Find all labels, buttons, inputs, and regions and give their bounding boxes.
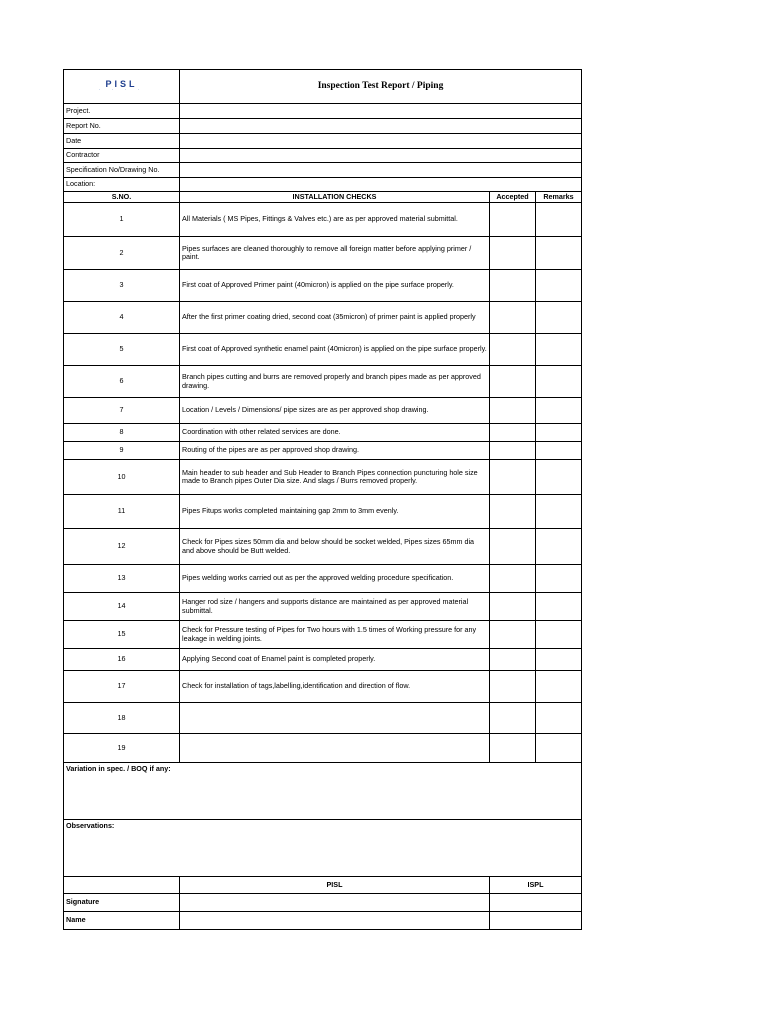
check-row [64,334,582,366]
signoff-ispl-field[interactable] [490,912,582,930]
signoff-pisl-field[interactable] [180,894,490,912]
accepted-cell[interactable] [490,424,536,442]
check-row [64,621,582,649]
check-number: 4 [64,302,180,334]
check-number: 1 [64,203,180,237]
signoff-corner [64,877,180,894]
signoff-ispl-field[interactable] [490,894,582,912]
check-row [64,424,582,442]
info-field-label: Report No. [64,119,180,134]
check-row [64,671,582,703]
check-description: After the first primer coating dried, second coat (35micron) of primer paint is applied properly [180,302,490,334]
remarks-cell[interactable] [536,442,582,460]
check-row [64,495,582,529]
remarks-cell[interactable] [536,565,582,593]
remarks-cell[interactable] [536,649,582,671]
check-number: 19 [64,734,180,763]
check-row [64,529,582,565]
accepted-cell[interactable] [490,442,536,460]
info-row [64,119,582,134]
check-description: Coordination with other related services are done. [180,424,490,442]
remarks-cell[interactable] [536,703,582,734]
check-number: 15 [64,621,180,649]
inspection-report-sheet [63,69,581,930]
check-number: 9 [64,442,180,460]
check-description: Branch pipes cutting and burrs are removed properly and branch pipes made as per approved drawing. [180,366,490,398]
check-number: 13 [64,565,180,593]
remarks-cell[interactable] [536,621,582,649]
check-number: 14 [64,593,180,621]
check-number: 16 [64,649,180,671]
check-row [64,442,582,460]
remarks-cell[interactable] [536,529,582,565]
accepted-cell[interactable] [490,302,536,334]
signoff-pisl-header: PISL [180,877,490,894]
check-description: Hanger rod size / hangers and supports distance are maintained as per approved material submittal. [180,593,490,621]
info-row [64,134,582,149]
signoff-pisl-field[interactable] [180,912,490,930]
signoff-row [64,912,582,930]
logo-dots-icon: · · · · [98,87,145,94]
check-description: First coat of Approved Primer paint (40micron) is applied on the pipe surface properly. [180,270,490,302]
info-field-value[interactable] [180,134,582,149]
check-description [180,734,490,763]
signoff-row [64,894,582,912]
remarks-cell[interactable] [536,734,582,763]
remarks-cell[interactable] [536,366,582,398]
check-row [64,593,582,621]
check-row [64,734,582,763]
installation-checks-header: INSTALLATION CHECKS [180,192,490,203]
info-field-value[interactable] [180,178,582,192]
remarks-cell[interactable] [536,270,582,302]
check-description: Applying Second coat of Enamel paint is completed properly. [180,649,490,671]
signoff-ispl-header: ISPL [490,877,582,894]
check-row [64,703,582,734]
check-number: 2 [64,237,180,270]
check-number: 17 [64,671,180,703]
remarks-cell[interactable] [536,398,582,424]
company-logo: PISL [105,78,138,89]
accepted-cell[interactable] [490,366,536,398]
check-description: First coat of Approved synthetic enamel paint (40micron) is applied on the pipe surface properly. [180,334,490,366]
check-description: Pipes welding works carried out as per the approved welding procedure specification. [180,565,490,593]
variation-label: Variation in spec. / BOQ if any: [64,763,582,820]
check-row [64,366,582,398]
check-row [64,398,582,424]
remarks-cell[interactable] [536,460,582,495]
info-field-label: Date [64,134,180,149]
accepted-cell[interactable] [490,460,536,495]
check-description: Pipes Fitups works completed maintaining gap 2mm to 3mm evenly. [180,495,490,529]
check-row [64,649,582,671]
remarks-cell[interactable] [536,302,582,334]
info-field-label: Specification No/Drawing No. [64,163,180,178]
signoff-header-row [64,877,582,894]
check-row [64,203,582,237]
check-description: Check for installation of tags,labelling,identification and direction of flow. [180,671,490,703]
info-row [64,178,582,192]
remarks-cell[interactable] [536,424,582,442]
info-row [64,104,582,119]
info-field-value[interactable] [180,104,582,119]
accepted-cell[interactable] [490,398,536,424]
info-field-label: Project. [64,104,180,119]
variation-row [64,763,582,820]
remarks-cell[interactable] [536,237,582,270]
remarks-cell[interactable] [536,203,582,237]
check-row [64,302,582,334]
check-description: All Materials ( MS Pipes, Fittings & Valves etc.) are as per approved material submittal. [180,203,490,237]
info-field-label: Contractor [64,149,180,163]
accepted-cell[interactable] [490,237,536,270]
accepted-cell[interactable] [490,593,536,621]
observations-row [64,820,582,877]
check-description: Routing of the pipes are as per approved shop drawing. [180,442,490,460]
logo-cell [64,70,180,104]
info-field-label: Location: [64,178,180,192]
accepted-cell[interactable] [490,671,536,703]
check-row [64,565,582,593]
check-description: Pipes surfaces are cleaned thoroughly to remove all foreign matter before applying primer / paint. [180,237,490,270]
accepted-cell[interactable] [490,270,536,302]
info-row [64,149,582,163]
accepted-cell[interactable] [490,495,536,529]
check-description: Check for Pressure testing of Pipes for Two hours with 1.5 times of Working pressure for any leakage in welding joints. [180,621,490,649]
remarks-cell[interactable] [536,593,582,621]
signoff-row-label: Name [64,912,180,930]
check-description [180,703,490,734]
accepted-cell[interactable] [490,621,536,649]
signoff-row-label: Signature [64,894,180,912]
check-row [64,237,582,270]
accepted-cell[interactable] [490,334,536,366]
check-number: 18 [64,703,180,734]
observations-label: Observations: [64,820,582,877]
accepted-cell[interactable] [490,734,536,763]
remarks-cell[interactable] [536,334,582,366]
check-row [64,460,582,495]
accepted-cell[interactable] [490,703,536,734]
accepted-cell[interactable] [490,649,536,671]
remarks-header: Remarks [536,192,582,203]
check-row [64,270,582,302]
check-number: 8 [64,424,180,442]
remarks-cell[interactable] [536,495,582,529]
check-number: 12 [64,529,180,565]
check-description: Location / Levels / Dimensions/ pipe sizes are as per approved shop drawing. [180,398,490,424]
info-row [64,163,582,178]
check-number: 10 [64,460,180,495]
check-number: 11 [64,495,180,529]
report-table [63,69,582,930]
check-description: Check for Pipes sizes 50mm dia and below should be socket welded, Pipes sizes 65mm dia and above should be Butt welded. [180,529,490,565]
info-field-value[interactable] [180,163,582,178]
check-number: 7 [64,398,180,424]
accepted-cell[interactable] [490,565,536,593]
check-number: 5 [64,334,180,366]
sno-header: S.NO. [64,192,180,203]
report-title: Inspection Test Report / Piping [180,70,582,104]
check-description: Main header to sub header and Sub Header to Branch Pipes connection puncturing hole size made to Branch pipes Outer Dia size. And slags / Burrs removed properly. [180,460,490,495]
info-field-value[interactable] [180,119,582,134]
check-number: 3 [64,270,180,302]
accepted-header: Accepted [490,192,536,203]
checks-header-row [64,192,582,203]
accepted-cell[interactable] [490,529,536,565]
remarks-cell[interactable] [536,671,582,703]
info-field-value[interactable] [180,149,582,163]
accepted-cell[interactable] [490,203,536,237]
check-number: 6 [64,366,180,398]
